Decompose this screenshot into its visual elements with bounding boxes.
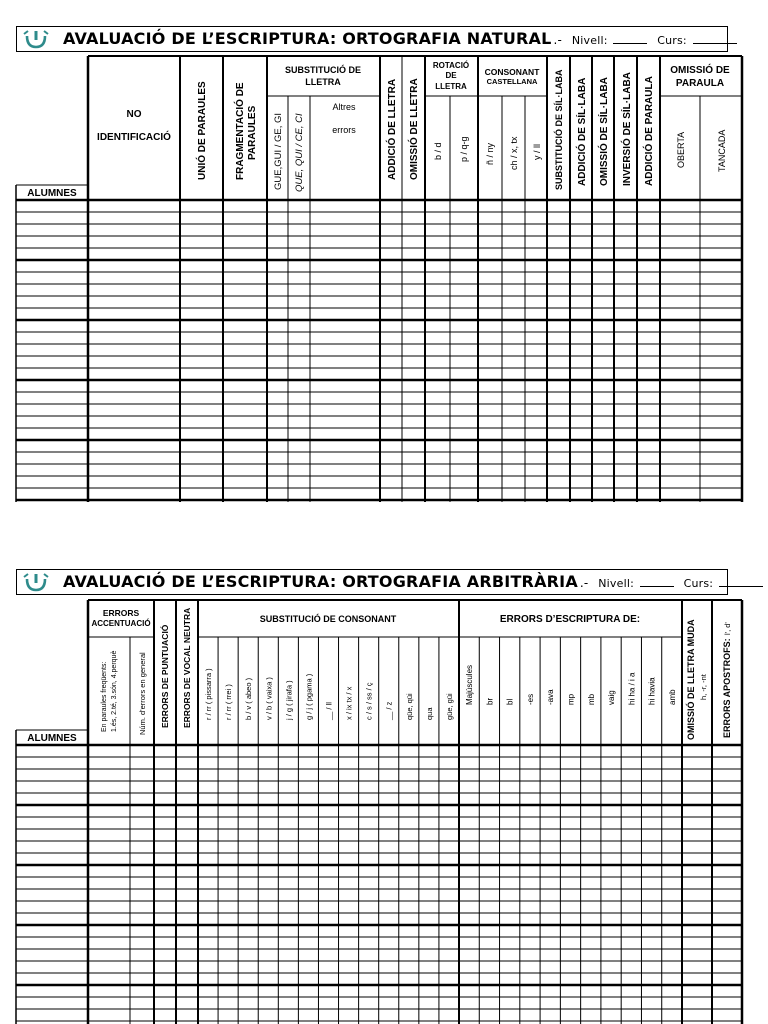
header-alumnes: ALUMNES	[27, 733, 77, 744]
header-errors-accentuacio: ERRORS	[102, 608, 140, 618]
header-paraules-frequents: 1.és, 2.té, 3.són, 4.perquè	[111, 650, 118, 732]
natural-page-title: AVALUACIÓ DE L’ESCRIPTURA: ORTOGRAFIA NATURAL .- Nivell: Curs:	[63, 29, 737, 48]
header-escriptura-col: hi ha / i a	[627, 672, 637, 705]
header-consonant-col: x / ix tx / x	[344, 686, 354, 720]
arbitraria-column-labels	[204, 665, 677, 721]
header-pq: p / q-g	[459, 136, 469, 162]
header-oberta: OBERTA	[676, 131, 686, 168]
header-addicio-sillaba: ADDICIÓ DE SÍL·LABA	[577, 77, 588, 186]
header-rotacio: LLETRA	[435, 82, 467, 91]
header-omissio-paraula: PARAULA	[675, 78, 725, 89]
header-substitucio-consonant: SUBSTITUCIÓ DE CONSONANT	[259, 614, 397, 624]
header-no-identificacio: IDENTIFICACIÓ	[97, 132, 171, 143]
header-escriptura-col: bl	[505, 698, 515, 705]
header-altres: Altres	[332, 102, 356, 112]
nivell-label: Nivell:	[598, 577, 635, 590]
header-consonant-col: j / g ( jirafa )	[284, 680, 294, 720]
curs-label: Curs:	[657, 34, 687, 47]
arbitraria-page-title: AVALUACIÓ DE L’ESCRIPTURA: ORTOGRAFIA ARBITRÀRIA .- Nivell: Curs:	[63, 572, 763, 591]
header-consonant-col: v / b ( vaixa )	[264, 677, 274, 720]
header-substitucio-lletra: SUBSTITUCIÓ DE	[284, 65, 362, 75]
header-alumnes: ALUMNES	[27, 188, 77, 199]
header-apostrofs-sub: l', d'	[723, 622, 732, 635]
header-consonant-col: g / j ( pgama )	[304, 673, 314, 720]
header-errors-escriptura: ERRORS D’ESCRIPTURA DE:	[499, 614, 641, 625]
header-que: QUE, QUI / CE, CI	[294, 113, 305, 192]
header-puntuacio: ERRORS DE PUNTUACIÓ	[160, 624, 170, 728]
header-escriptura-col: mp	[566, 693, 576, 705]
header-consonant-col: b / v ( abeo )	[244, 677, 254, 720]
header-fragmentacio: FRAGMENTACIÓ DE	[235, 82, 246, 180]
header-escriptura-col: Majúscules	[465, 664, 475, 705]
header-subst-sillaba: SUBSTITUCIÓ DE SÍL·LABA	[554, 69, 564, 190]
header-consonant-col: qüe, qüi	[404, 693, 414, 720]
curs-label: Curs:	[683, 577, 714, 590]
header-escriptura-col: amb	[667, 689, 677, 705]
header-consonant-col: r / rr ( pissarra )	[204, 668, 214, 720]
header-consonant-col: güe, güi	[444, 693, 454, 720]
header-gue: GUE,GUI / GE, GI	[273, 112, 284, 190]
header-rotacio: DE	[445, 71, 457, 80]
header-paraules-frequents: En paraules freqüents:	[101, 661, 108, 732]
header-consonant-castellana: CONSONANT	[484, 67, 540, 77]
header-apostrofs: ERRORS APOSTROFS:	[722, 638, 732, 738]
header-omissio-lletra: OMISSIÓ DE LLETRA	[409, 78, 420, 180]
header-escriptura-col: mb	[586, 693, 596, 705]
header-consonant-col: r / rr ( rrei )	[224, 684, 234, 720]
header-escriptura-col: vaig	[607, 690, 617, 705]
header-escriptura-col: -es	[525, 693, 535, 705]
header-ch: ch / x, tx	[509, 136, 519, 170]
header-errors-accentuacio: ACCENTUACIÓ	[91, 619, 151, 628]
header-rotacio: ROTACIÓ	[432, 61, 470, 70]
header-substitucio-lletra: LLETRA	[305, 77, 341, 87]
header-escriptura-col: br	[485, 697, 495, 705]
header-vocal-neutra: ERRORS DE VOCAL NEUTRA	[182, 607, 192, 728]
header-consonant-col: __ / ll	[324, 702, 334, 720]
header-escriptura-col: -ava	[546, 689, 556, 705]
header-consonant-col: qua	[424, 707, 434, 720]
header-unio-paraules: UNIÓ DE PARAULES	[197, 81, 208, 180]
header-omissio-sillaba: OMISSIÓ DE SÍL·LABA	[599, 77, 610, 186]
header-bd: b / d	[433, 142, 443, 160]
header-altres: errors	[332, 125, 356, 135]
header-num-errors: Núm. d'errors en general	[138, 652, 147, 735]
header-addicio-lletra: ADDICIÓ DE LLETRA	[387, 78, 398, 180]
nivell-label: Nivell:	[571, 34, 608, 47]
header-consonant-col: c / s / ss / ç	[364, 682, 374, 720]
header-omissio-muda-sub: h, -r, -nt	[699, 674, 708, 700]
header-consonant-castellana: CASTELLANA	[486, 77, 538, 86]
header-nny: ñ / ny	[485, 142, 495, 165]
header-no-identificacio: NO	[126, 109, 142, 120]
header-addicio-paraula: ADDICIÓ DE PARAULA	[644, 76, 655, 186]
header-consonant-col: __ / z	[384, 701, 394, 720]
header-escriptura-col: hi havia	[647, 677, 657, 705]
header-omissio-muda: OMISSIÓ DE LLETRA MUDA	[686, 619, 696, 740]
header-inversio-sillaba: INVERSIÓ DE SÍL·LABA	[622, 72, 633, 186]
header-fragmentacio: PARAULES	[247, 105, 258, 160]
header-yll: y / ll	[532, 143, 542, 160]
header-tancada: TANCADA	[717, 129, 727, 172]
header-omissio-paraula: OMISSIÓ DE	[670, 65, 730, 76]
